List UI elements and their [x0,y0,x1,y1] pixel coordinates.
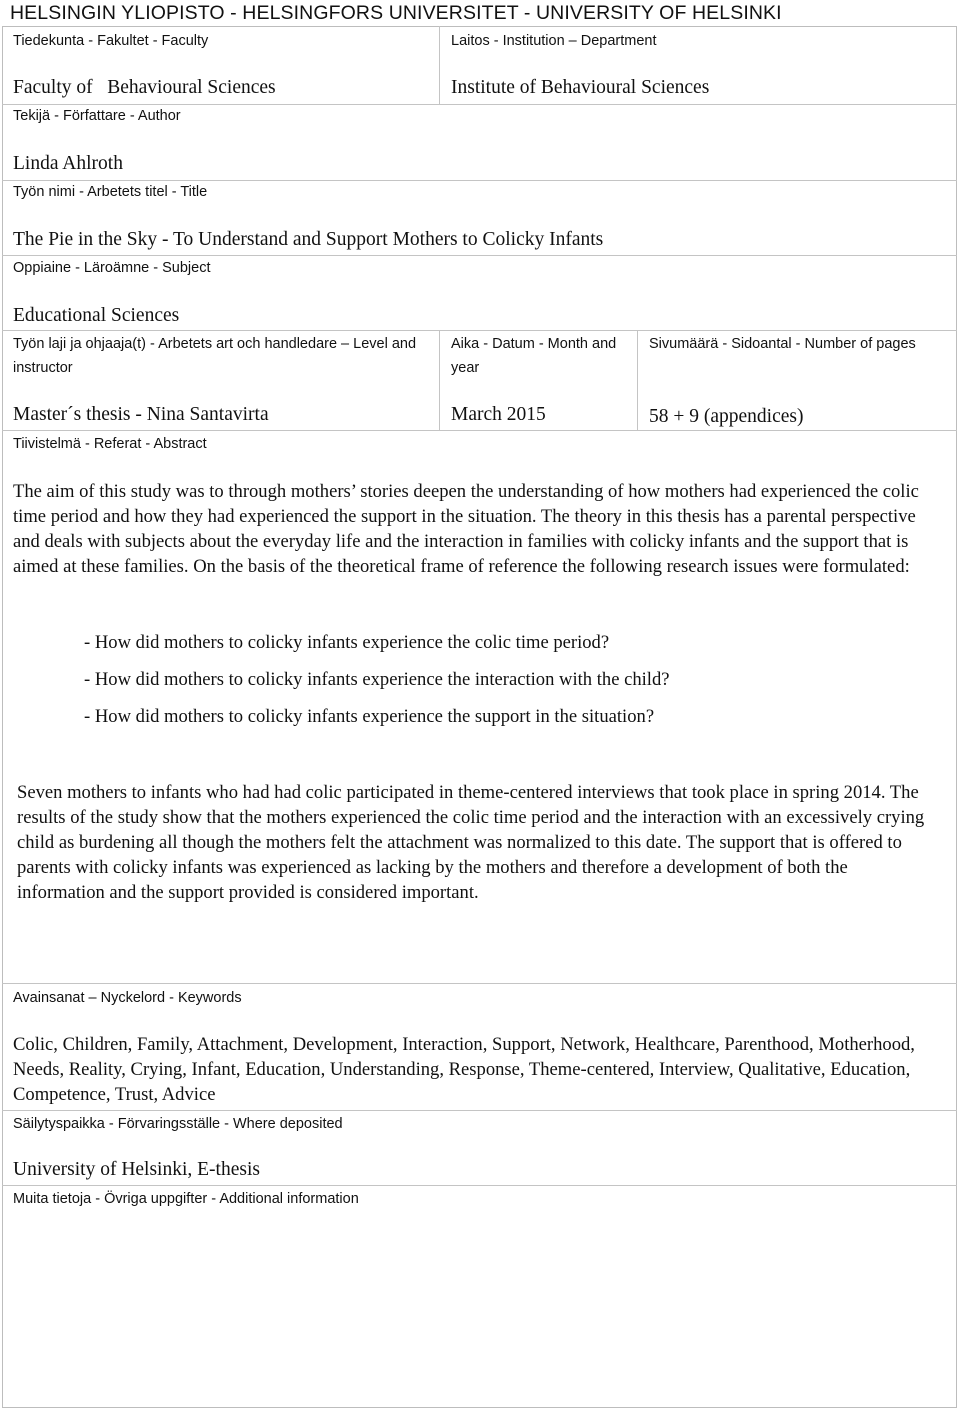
level-value: Master´s thesis - Nina Santavirta [13,404,269,425]
department-value: Institute of Behavioural Sciences [451,77,710,98]
pages-value: 58 + 9 (appendices) [649,406,804,427]
deposited-label: Säilytyspaikka - Förvaringsställe - Where deposited [13,1116,343,1132]
department-label: Laitos - Institution – Department [451,33,657,49]
deposited-value: University of Helsinki, E-thesis [13,1159,260,1180]
university-header: HELSINGIN YLIOPISTO - HELSINGFORS UNIVERSITET - UNIVERSITY OF HELSINKI [10,2,782,24]
author-value: Linda Ahlroth [13,153,123,174]
subject-value: Educational Sciences [13,305,180,326]
thesis-title: The Pie in the Sky - To Understand and Support Mothers to Colicky Infants [13,229,604,250]
row-divider [2,430,957,431]
row-divider [2,1110,957,1111]
pages-label: Sivumäärä - Sidoantal - Number of pages [649,336,916,352]
date-label: Aika - Datum - Month and year [451,336,617,376]
abstract-label: Tiivistelmä - Referat - Abstract [13,436,207,452]
keywords-value: Colic, Children, Family, Attachment, Development, Interaction, Support, Network, Healthcare, Parenthood, Motherhood, Needs, Reality, Crying, Infant, Education, Understanding, Response, Theme-centered, Interview, Qualitative, Education, Competence, Trust, Advice [13,1034,915,1105]
row-divider [2,1185,957,1186]
keywords-label: Avainsanat – Nyckelord - Keywords [13,990,242,1006]
faculty-value: Faculty of Behavioural Sciences [13,77,276,98]
date-value: March 2015 [451,404,546,425]
subject-label: Oppiaine - Läroämne - Subject [13,260,211,276]
abstract-paragraph-2: Seven mothers to infants who had had colic participated in theme-centered interviews that took place in spring 2014. The results of the study show that the mothers experienced the colic time period and the interaction with an excessively crying child as burdening all though the mothers felt the attachment was normalized to this date. The support that is offered to parents with colicky infants was experienced as lacking by the mothers and therefore a development of both the information and the support provided is considered important. [17,782,925,903]
additional-info-label: Muita tietoja - Övriga uppgifter - Additional information [13,1191,359,1207]
level-label: Työn laji ja ohjaaja(t) - Arbetets art och handledare – Level and instructor [13,336,417,376]
faculty-label: Tiedekunta - Fakultet - Faculty [13,33,209,49]
research-question: - How did mothers to colicky infants experience the support in the situation? [84,706,655,727]
row-divider [2,330,957,331]
research-question: - How did mothers to colicky infants experience the interaction with the child? [84,669,670,690]
abstract-paragraph-1: The aim of this study was to through mothers’ stories deepen the understanding of how mothers had experienced the colic time period and how they had experienced the support in the situation. The theory in this thesis has a parental perspective and deals with subjects about the everyday life and the interaction in families with colicky infants and the support that is aimed at these families. On the basis of the theoretical frame of reference the following research issues were formulated: [13,481,919,577]
author-label: Tekijä - Författare - Author [13,108,181,124]
column-divider [637,330,638,430]
column-divider [439,330,440,430]
row-divider [2,983,957,984]
research-question: - How did mothers to colicky infants experience the colic time period? [84,632,610,653]
column-divider [439,26,440,104]
title-label: Työn nimi - Arbetets titel - Title [13,184,208,200]
